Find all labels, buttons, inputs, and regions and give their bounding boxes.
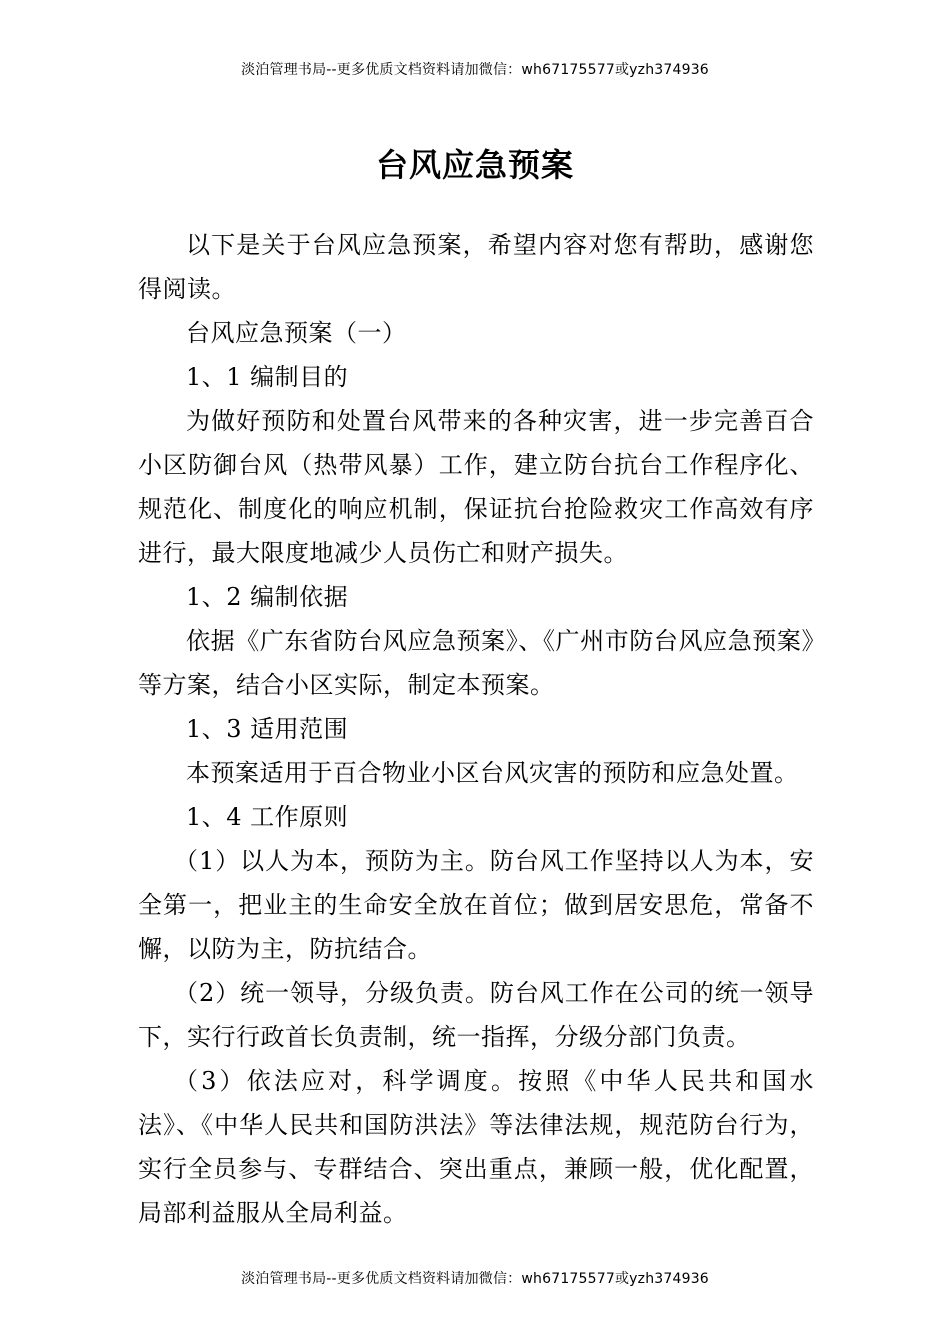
section-heading: 1、3 适用范围: [186, 715, 349, 743]
body-paragraph: 依据《广东省防台风应急预案》、《广州市防台风应急预案》等方案，结合小区实际，制定本预案。: [138, 627, 814, 699]
document-body: [138, 223, 814, 1235]
body-paragraph: 为做好预防和处置台风带来的各种灾害，进一步完善百合小区防御台风（热带风暴）工作，建立防台抗台工作程序化、规范化、制度化的响应机制，保证抗台抢险救灾工作高效有序进行，最大限度地减少人员伤亡和财产损失。: [138, 407, 814, 567]
principle-item: （3）依法应对，科学调度。按照《中华人民共和国水法》、《中华人民共和国防洪法》等法律法规，规范防台行为，实行全员参与、专群结合、突出重点，兼顾一般，优化配置，局部利益服从全局利益。: [138, 1067, 814, 1227]
section-heading: 台风应急预案（一）: [186, 319, 407, 347]
body-paragraph: 本预案适用于百合物业小区台风灾害的预防和应急处置。: [186, 759, 799, 787]
header-note: 淡泊管理书局--更多优质文档资料请加微信：wh67175577或yzh374936: [241, 62, 709, 78]
footer-note: 淡泊管理书局--更多优质文档资料请加微信：wh67175577或yzh374936: [241, 1271, 709, 1287]
section-heading: 1、2 编制依据: [186, 583, 349, 611]
intro-paragraph: 以下是关于台风应急预案，希望内容对您有帮助，感谢您得阅读。: [138, 231, 814, 303]
principle-item: （1）以人为本，预防为主。防台风工作坚持以人为本，安全第一，把业主的生命安全放在首位；做到居安思危，常备不懈，以防为主，防抗结合。: [138, 847, 814, 963]
principle-item: （2）统一领导，分级负责。防台风工作在公司的统一领导下，实行行政首长负责制，统一指挥，分级分部门负责。: [138, 979, 814, 1051]
section-heading: 1、4 工作原则: [186, 803, 349, 831]
section-heading: 1、1 编制目的: [186, 363, 349, 391]
document-title: 台风应急预案: [375, 146, 574, 184]
